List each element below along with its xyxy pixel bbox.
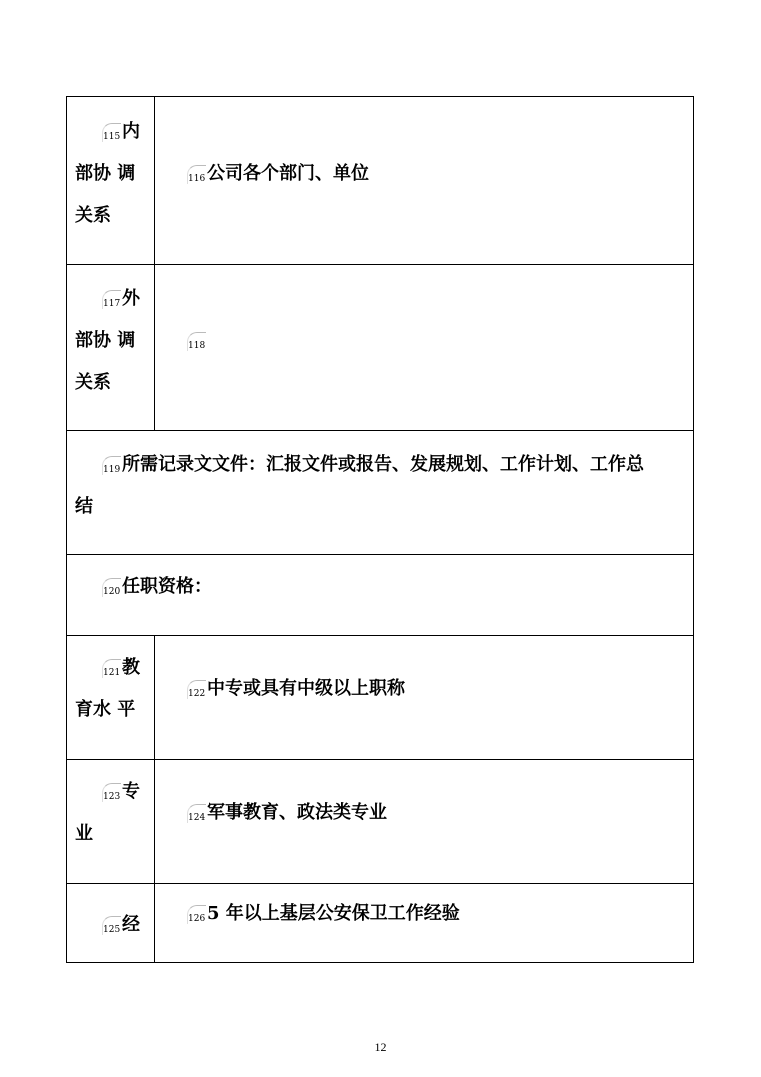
records-line-2: 结 (75, 496, 93, 517)
right-cell-text: 124 军事教育、政法类专业 (188, 802, 387, 823)
left-cell-line-1: 125 经 (103, 914, 140, 935)
column-divider (154, 635, 155, 759)
left-cell-line-2: 育水 平 (75, 699, 136, 720)
paragraph-marker: 118 (187, 332, 206, 351)
paragraph-marker: 122 (187, 680, 206, 699)
row-major (67, 759, 693, 883)
right-cell-text: 122 中专或具有中级以上职称 (188, 678, 405, 699)
row-external-coordination (67, 264, 693, 430)
paragraph-marker: 117 (102, 290, 121, 309)
page-number: 12 (374, 1040, 387, 1054)
records-line-1: 119 所需记录文文件：汇报文件或报告、发展规划、工作计划、工作总 (103, 454, 644, 475)
paragraph-marker: 124 (187, 804, 206, 823)
row-qualifications-heading (67, 554, 693, 635)
paragraph-marker: 121 (102, 659, 121, 678)
left-cell-line-3: 关系 (75, 205, 111, 226)
paragraph-marker: 123 (102, 783, 121, 802)
left-cell-line-2: 业 (75, 823, 93, 844)
left-cell-line-2: 部协 调 (75, 330, 136, 351)
right-cell-text: 116 公司各个部门、单位 (188, 163, 369, 184)
row-experience (67, 883, 693, 962)
left-cell-line-1: 121 教 (103, 657, 140, 678)
qualifications-heading: 120 任职资格： (103, 576, 212, 597)
left-cell-line-3: 关系 (75, 372, 111, 393)
paragraph-marker: 115 (102, 123, 121, 142)
row-education-level (67, 635, 693, 759)
right-cell-text: 126 5 年以上基层公安保卫工作经验 (188, 903, 460, 924)
right-cell-text (187, 331, 207, 351)
left-cell-line-1: 123 专 (103, 781, 140, 802)
paragraph-marker: 116 (187, 165, 206, 184)
left-cell-line-1: 117 外 (103, 288, 140, 309)
column-divider (154, 883, 155, 962)
paragraph-marker: 125 (102, 916, 121, 935)
paragraph-marker: 119 (102, 456, 121, 475)
row-internal-coordination (67, 97, 693, 264)
column-divider (154, 264, 155, 430)
row-required-records (67, 430, 693, 554)
column-divider (154, 97, 155, 264)
job-description-table (66, 96, 694, 963)
left-cell-line-1: 115 内 (103, 121, 140, 142)
left-cell-line-2: 部协 调 (75, 163, 136, 184)
column-divider (154, 759, 155, 883)
paragraph-marker: 126 (187, 905, 206, 924)
paragraph-marker: 120 (102, 578, 121, 597)
